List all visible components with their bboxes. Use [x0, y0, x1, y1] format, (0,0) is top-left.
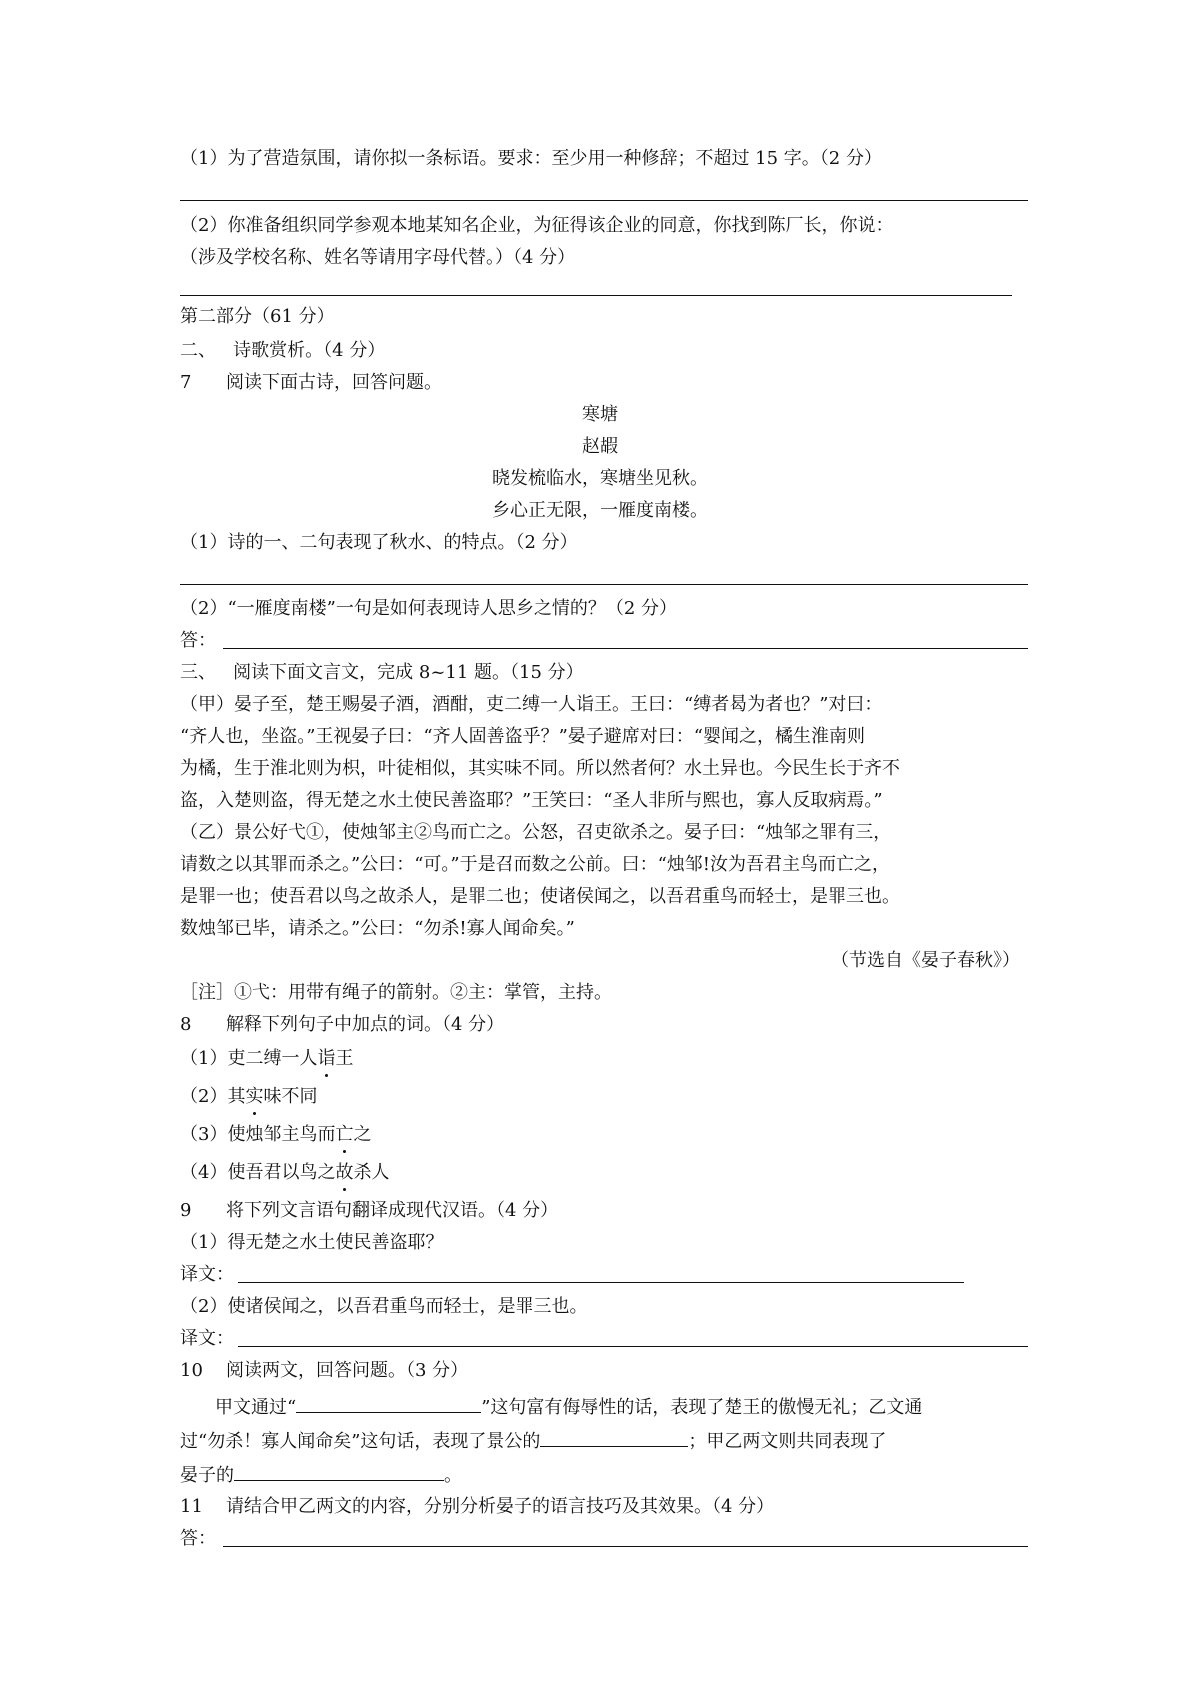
section-title: 诗歌赏析。（4 分）: [233, 340, 386, 361]
section-number: 三、: [180, 662, 216, 683]
question-number: 8: [180, 1014, 192, 1035]
passage-line: 是罪一也；使吾君以鸟之故杀人，是罪二也；使诸侯闻之，以吾君重鸟而轻士，是罪三也。: [180, 886, 900, 907]
q8-item-3: [180, 1124, 371, 1146]
section-title: 阅读下面文言文，完成 8~11 题。（15 分）: [233, 662, 584, 683]
dotted-word: 亡: [335, 1124, 354, 1145]
dotted-word: 诣: [317, 1048, 336, 1069]
fill-text: ；甲乙两文则共同表现了: [688, 1431, 887, 1452]
item-text: （4）使吾君以鸟之: [180, 1162, 336, 1183]
q8-item-4: [180, 1162, 389, 1184]
q11-answer-label: 答：: [180, 1528, 216, 1549]
q9-sentence-1: （1）得无楚之水土使民善盗耶？: [180, 1232, 444, 1253]
answer-line[interactable]: [238, 1282, 964, 1283]
passage-note: ［注］①弋：用带有绳子的箭射。②主：掌管，主持。: [180, 982, 612, 1003]
fill-text: 甲文通过“: [215, 1397, 297, 1418]
passage-line: 盗，入楚则盗，得无楚之水土使民善盗耶？”王笑曰：“圣人非所与熙也，寡人反取病焉。”: [180, 790, 883, 811]
poem-line-2: 乡心正无限，一雁度南楼。: [492, 500, 708, 521]
question-text: 将下列文言语句翻译成现代汉语。（4 分）: [226, 1200, 559, 1221]
section-number: 二、: [180, 340, 216, 361]
answer-line[interactable]: [180, 200, 1028, 201]
answer-line[interactable]: [223, 1546, 1028, 1547]
q11-heading: [180, 1496, 774, 1518]
item-text: 之: [353, 1124, 372, 1145]
q8-item-1: [180, 1048, 353, 1070]
passage-line: 为橘，生于淮北则为枳，叶徒相似，其实味不同。所以然者何？水土异也。今民生长于齐不: [180, 758, 900, 779]
item-text: （3）使烛邹主鸟而: [180, 1124, 336, 1145]
fill-text: 。: [444, 1465, 462, 1486]
part2-title: 第二部分（61 分）: [180, 306, 335, 327]
q2-text-line1: （2）你准备组织同学参观本地某知名企业，为征得该企业的同意，你找到陈厂长，你说：: [180, 215, 894, 236]
q7-1-text: （1）诗的一、二句表现了秋水、的特点。（2 分）: [180, 532, 578, 553]
item-text: 王: [335, 1048, 354, 1069]
q8-item-2: [180, 1086, 317, 1108]
answer-line[interactable]: [238, 1346, 1028, 1347]
item-text: （2）其: [180, 1086, 246, 1107]
question-number: 11: [180, 1496, 203, 1517]
poem-title: 寒塘: [582, 404, 618, 425]
q9-translation-label-2: 译文：: [180, 1328, 234, 1349]
fill-blank[interactable]: [540, 1428, 688, 1447]
q9-heading: [180, 1200, 558, 1222]
q10-line-1: [215, 1394, 922, 1419]
q10-heading: [180, 1360, 468, 1382]
passage-line: （甲）晏子至，楚王赐晏子酒，酒酣，吏二缚一人诣王。王曰：“缚者曷为者也？”对曰：: [180, 694, 883, 715]
section2-heading: [180, 340, 385, 362]
question-number: 9: [180, 1200, 192, 1221]
q9-translation-label-1: 译文：: [180, 1264, 234, 1285]
poem-line-1: 晓发梳临水，寒塘坐见秋。: [492, 468, 708, 489]
section3-heading: [180, 662, 584, 684]
answer-line[interactable]: [180, 295, 1012, 296]
answer-line[interactable]: [223, 648, 1028, 649]
q10-line-3: [180, 1462, 462, 1487]
question-number: 7: [180, 372, 192, 393]
passage-line: 请数之以其罪而杀之。”公曰：“可。”于是召而数之公前。曰：“烛邹!汝为吾君主鸟而亡之，: [180, 854, 891, 875]
dotted-word: 故: [335, 1162, 354, 1183]
question-text: 阅读下面古诗，回答问题。: [226, 372, 442, 393]
passage-line: “齐人也，坐盗。”王视晏子曰：“齐人固善盗乎？”晏子避席对曰：“婴闻之，橘生淮南则: [180, 726, 866, 747]
q1-text: （1）为了营造氛围，请你拟一条标语。要求：至少用一种修辞；不超过 15 字。（2 分）: [180, 148, 882, 169]
fill-text: 过“勿杀！寡人闻命矣”这句话，表现了景公的: [180, 1431, 541, 1452]
passage-line: （乙）景公好弋①，使烛邹主②鸟而亡之。公怒，召吏欲杀之。晏子曰：“烛邹之罪有三，: [180, 822, 892, 843]
fill-text: 晏子的: [180, 1465, 234, 1486]
question-text: 解释下列句子中加点的词。（4 分）: [226, 1014, 505, 1035]
q9-sentence-2: （2）使诸侯闻之，以吾君重鸟而轻士，是罪三也。: [180, 1296, 588, 1317]
passage-source: （节选自《晏子春秋》）: [831, 950, 1020, 971]
fill-text: ”这句富有侮辱性的话，表现了楚王的傲慢无礼；乙文通: [481, 1397, 923, 1418]
item-text: 杀人: [353, 1162, 390, 1183]
answer-line[interactable]: [180, 584, 1028, 585]
question-number: 10: [180, 1360, 203, 1381]
fill-blank[interactable]: [296, 1394, 481, 1413]
item-text: （1）吏二缚一人: [180, 1048, 318, 1069]
q2-text-line2: （涉及学校名称、姓名等请用字母代替。）（4 分）: [180, 247, 576, 268]
poem-author: 赵嘏: [582, 436, 618, 457]
q7-2-text: （2）“一雁度南楼”一句是如何表现诗人思乡之情的？（2 分）: [180, 598, 678, 619]
fill-blank[interactable]: [234, 1462, 444, 1481]
q7-heading: [180, 372, 442, 394]
passage-line: 数烛邹已毕，请杀之。”公曰：“勿杀!寡人闻命矣。”: [180, 918, 575, 939]
item-text: 味不同: [263, 1086, 318, 1107]
q8-heading: [180, 1014, 504, 1036]
question-text: 阅读两文，回答问题。（3 分）: [226, 1360, 469, 1381]
q10-line-2: [180, 1428, 886, 1453]
question-text: 请结合甲乙两文的内容，分别分析晏子的语言技巧及其效果。（4 分）: [226, 1496, 775, 1517]
dotted-word: 实: [245, 1086, 264, 1107]
q7-answer-label: 答：: [180, 630, 216, 651]
